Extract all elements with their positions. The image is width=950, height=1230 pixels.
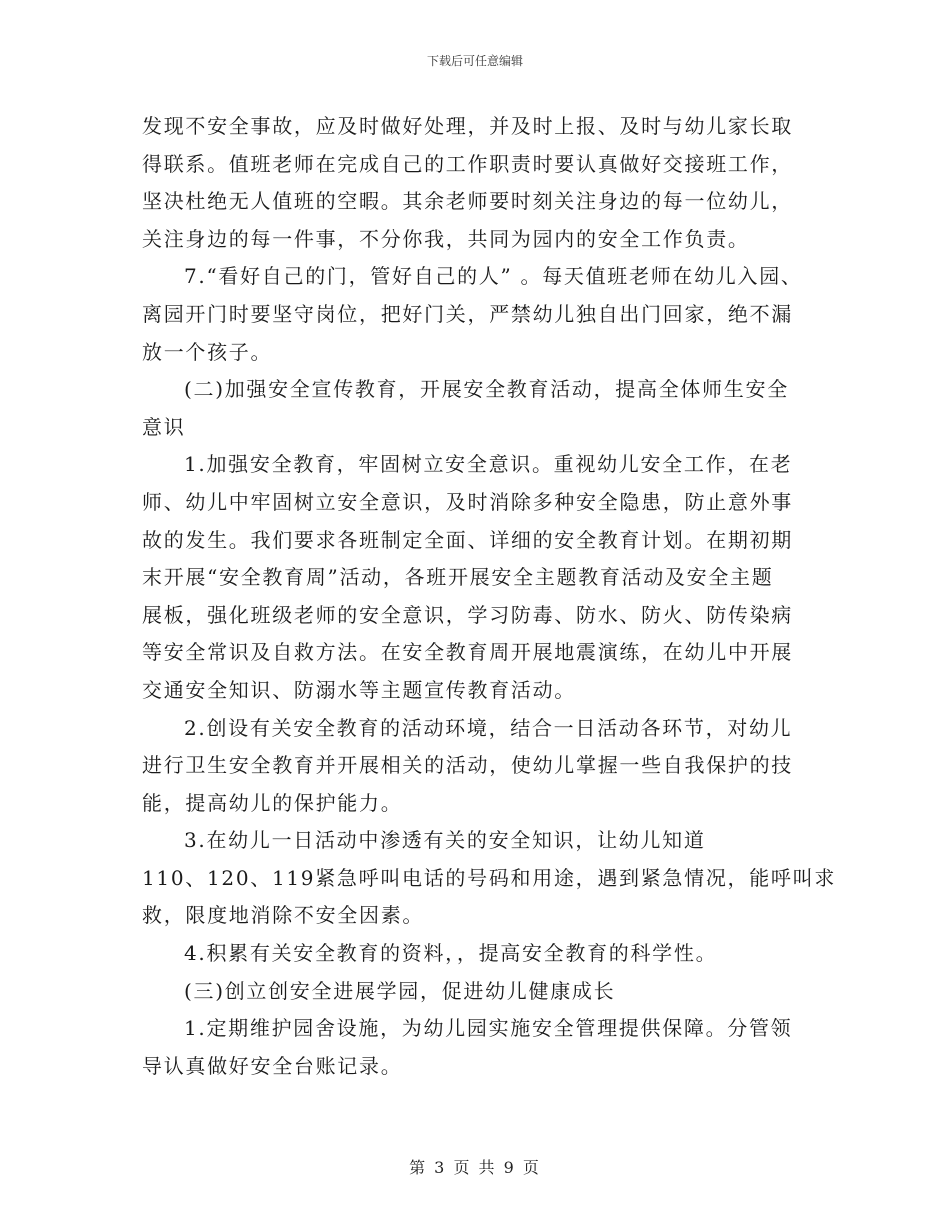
text-line: 末开展“安全教育周”活动，各班开展安全主题教育活动及安全主题 xyxy=(142,565,774,590)
text-line: 放一个孩子。 xyxy=(142,339,273,364)
page-header: 下载后可任意编辑 xyxy=(426,54,523,68)
text-line: 救，限度地消除不安全因素。 xyxy=(142,903,425,928)
text-line: 得联系。值班老师在完成自己的工作职责时要认真做好交接班工作， xyxy=(142,151,793,176)
text-line: 等安全常识及自救方法。在安全教育周开展地震演练，在幼儿中开展 xyxy=(142,640,793,665)
text-line: 2.创设有关安全教育的活动环境，结合一日活动各环节，对幼儿 xyxy=(184,715,793,740)
text-line: 7.“看好自己的门，管好自己的人” 。每天值班老师在幼儿入园、 xyxy=(184,264,803,289)
text-line: 1.加强安全教育，牢固树立安全意识。重视幼儿安全工作，在老 xyxy=(184,452,793,477)
text-line: 110、120、119紧急呼叫电话的号码和用途，遇到紧急情况，能呼叫求 xyxy=(142,865,837,890)
text-line: 师、幼儿中牢固树立安全意识，及时消除多种安全隐患，防止意外事 xyxy=(142,489,793,514)
text-line: 故的发生。我们要求各班制定全面、详细的安全教育计划。在期初期 xyxy=(142,527,793,552)
text-line: 进行卫生安全教育并开展相关的活动，使幼儿掌握一些自我保护的技 xyxy=(142,753,793,778)
text-line: 导认真做好安全台账记录。 xyxy=(142,1053,403,1078)
text-line: 4.积累有关安全教育的资料，，提高安全教育的科学性。 xyxy=(184,941,718,966)
text-line: 坚决杜绝无人值班的空暇。其余老师要时刻关注身边的每一位幼儿， xyxy=(142,189,793,214)
text-line: 发现不安全事故，应及时做好处理，并及时上报、及时与幼儿家长取 xyxy=(142,114,793,138)
text-line: 3.在幼儿一日活动中渗透有关的安全知识，让幼儿知道 xyxy=(184,828,706,853)
section-heading: (三)创立创安全进展学园，促进幼儿健康成长 xyxy=(184,978,616,1003)
text-line: 离园开门时要坚守岗位，把好门关，严禁幼儿独自出门回家，绝不漏 xyxy=(142,301,793,326)
document-body xyxy=(142,108,837,1085)
section-heading: (二)加强安全宣传教育，开展安全教育活动，提高全体师生安全 xyxy=(184,377,789,402)
text-line: 能，提高幼儿的保护能力。 xyxy=(142,790,403,815)
page-number-footer: 第 3 页 共 9 页 xyxy=(409,1158,541,1177)
text-line: 展板，强化班级老师的安全意识，学习防毒、防水、防火、防传染病 xyxy=(142,602,793,627)
text-line: 1.定期维护园舍设施，为幼儿园实施安全管理提供保障。分管领 xyxy=(184,1016,793,1041)
text-line: 交通安全知识、防溺水等主题宣传教育活动。 xyxy=(142,677,576,702)
section-heading-continued: 意识 xyxy=(142,414,186,439)
text-line: 关注身边的每一件事，不分你我，共同为园内的安全工作负责。 xyxy=(142,226,750,251)
